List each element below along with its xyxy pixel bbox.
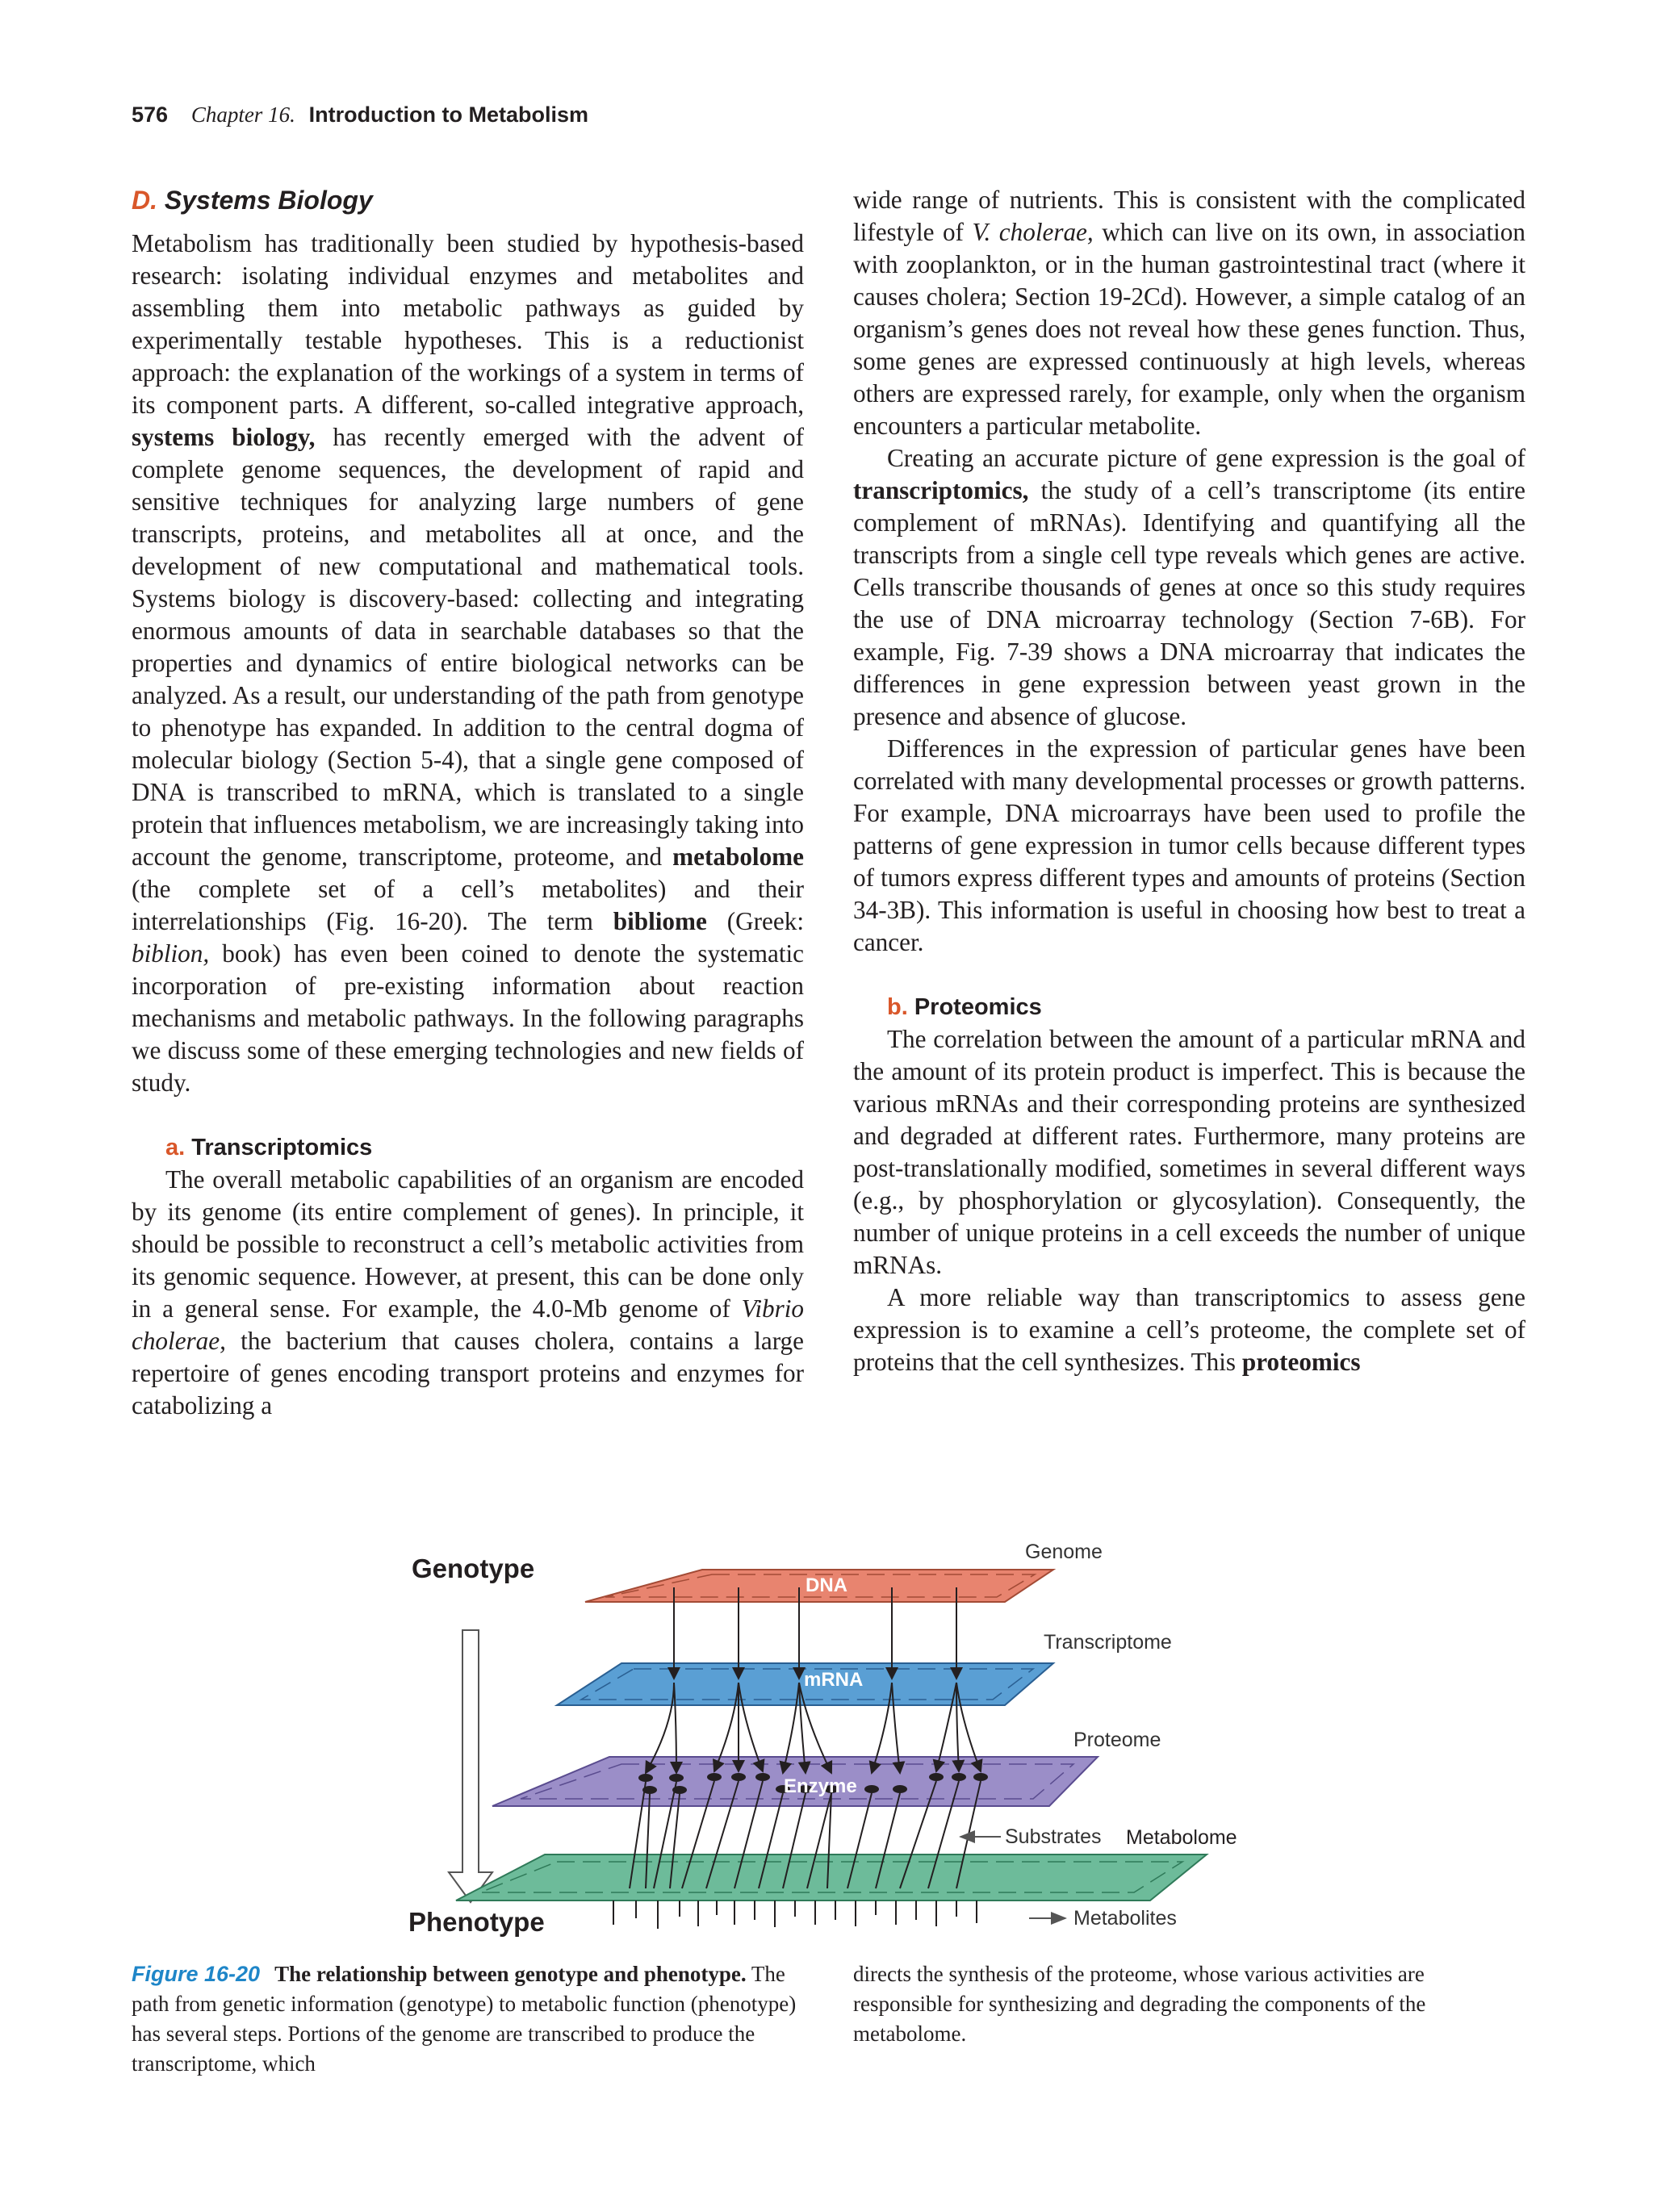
transcriptomics-paragraph: The overall metabolic capabilities of an organism are encoded by its genome (its entire complement of genes). In principle, it should be possible to reconstruct a cell’s metabolic activities from its genomic sequence. However, at present, this can be done only in a general sense. For example, the 4.0-Mb genome of Vibrio cholerae, the bacterium that causes cholera, contains a large repertoire of genes encoding transport proteins and enzymes for catabolizing a bbox=[132, 1165, 804, 1420]
genotype-phenotype-arrow bbox=[449, 1630, 492, 1902]
mrna-label: mRNA bbox=[804, 1669, 864, 1691]
subsection-letter: b. bbox=[887, 994, 908, 1020]
body-paragraph: wide range of nutrients. This is consistent with the complicated lifestyle of V. cholerae, which can live on its own, in association with zooplankton, or in the human gastrointestinal tract (where it causes cholera; Section 19-2Cd). However, a simple catalog of an organism’s genes does not reveal how these genes function. Thus, some genes are expressed continuously at high levels, whereas others are expressed rarely, for example, only when the organism encounters a particular metabolite. bbox=[853, 186, 1525, 440]
section-letter: D. bbox=[132, 186, 157, 215]
subsection-heading-proteomics bbox=[853, 991, 1525, 1023]
transcriptome-label: Transcriptome bbox=[1044, 1631, 1172, 1654]
section-title: Systems Biology bbox=[164, 186, 373, 215]
body-paragraph: The correlation between the amount of a particular mRNA and the amount of its protein product is imperfect. This is because the various mRNAs and their corresponding proteins are synthesized and degraded at different rates. Furthermore, many proteins are post-translationally modified, sometimes in several different ways (e.g., by phosphorylation or glycosylation). Consequently, the number of unique proteins in a cell exceeds the number of unique mRNAs. bbox=[853, 1025, 1525, 1279]
metabolite-ticks bbox=[613, 1900, 977, 1929]
subsection-letter: a. bbox=[165, 1135, 186, 1160]
subsection-title: Transcriptomics bbox=[191, 1135, 373, 1160]
metabolome-label: Metabolome bbox=[1126, 1826, 1237, 1849]
dna-label: DNA bbox=[806, 1574, 847, 1596]
figure-title: The relationship between genotype and phenotype. bbox=[274, 1962, 747, 1986]
genome-label: Genome bbox=[1025, 1541, 1103, 1563]
body-paragraph: Differences in the expression of particular genes have been correlated with many developmental processes or growth patterns. For example, DNA microarrays have been used to profile the patterns of gene expression in tumor cells because different types of tumors express different types and amounts of proteins (Section 34-3B). This information is useful in choosing how best to treat a cancer. bbox=[853, 734, 1525, 956]
figure-number: Figure 16-20 bbox=[132, 1962, 261, 1986]
body-paragraph: Creating an accurate picture of gene expression is the goal of transcriptomics, the study of a cell’s transcriptome (its entire complement of mRNAs). Identifying and quantifying all the transcripts from a single cell type reveals which genes are active. Cells transcribe thousands of genes at once so this study requires the use of DNA microarray technology (Section 7-6B). For example, Fig. 7-39 shows a DNA microarray that indicates the differences in gene expression between yeast grown in the presence and absence of glucose. bbox=[853, 444, 1525, 730]
body-paragraph: A more reliable way than transcriptomics to assess gene expression is to examine a cell’s proteome, the complete set of proteins that the cell synthesizes. This proteomics bbox=[853, 1283, 1525, 1376]
enzyme-label: Enzyme bbox=[784, 1775, 857, 1797]
chapter-title: Introduction to Metabolism bbox=[308, 102, 589, 127]
page-number: 576 bbox=[132, 102, 169, 127]
figure-genotype-phenotype bbox=[379, 1529, 1291, 1957]
right-column bbox=[853, 184, 1525, 1378]
figure-caption-right: directs the synthesis of the proteome, whose various activities are responsible for synthesizing and degrading the components of the metabolome. bbox=[853, 1962, 1426, 2046]
section-heading bbox=[132, 184, 804, 216]
left-column bbox=[132, 184, 804, 1422]
figure-caption-left bbox=[132, 1959, 806, 2079]
subsection-title: Proteomics bbox=[914, 994, 1042, 1020]
phenotype-label: Phenotype bbox=[408, 1907, 545, 1937]
proteome-label: Proteome bbox=[1073, 1729, 1161, 1751]
running-head bbox=[132, 102, 588, 128]
metabolites-label: Metabolites bbox=[1073, 1907, 1177, 1930]
subsection-heading-transcriptomics bbox=[132, 1131, 804, 1164]
substrates-label: Substrates bbox=[1005, 1825, 1102, 1848]
caption-text: The path from genetic information (genotype) to metabolic function (phenotype) has several steps. Portions of the genome are transcribed to produce the transcriptome, which bbox=[132, 1962, 797, 2076]
genotype-label: Genotype bbox=[412, 1553, 535, 1583]
intro-paragraph: Metabolism has traditionally been studied by hypothesis-based research: isolating individual enzymes and metabolites and assembling them into metabolic pathways as guided by experimentally testable hypotheses. This is a reductionist approach: the explanation of the workings of a system in terms of its component parts. A different, so-called integrative approach, systems biology, has recently emerged with the advent of complete genome sequences, the development of rapid and sensitive techniques for analyzing large numbers of gene transcripts, proteins, and metabolites all at once, and the development of new computational and mathematical tools. Systems biology is discovery-based: collecting and integrating enormous amounts of data in searchable databases so that the properties and dynamics of entire biological networks can be analyzed. As a result, our understanding of the path from genotype to phenotype has expanded. In addition to the central dogma of molecular biology (Section 5-4), that a single gene composed of DNA is transcribed to mRNA, which is translated to a single protein that influences metabolism, we are increasingly taking into account the genome, transcriptome, proteome, and metabolome (the complete set of a cell’s metabolites) and their interrelationships (Fig. 16-20). The term bibliome (Greek: biblion, book) has even been coined to denote the systematic incorporation of pre-existing information about reaction mechanisms and metabolic pathways. In the following paragraphs we discuss some of these emerging technologies and new fields of study. bbox=[132, 229, 804, 1097]
chapter-label: Chapter 16. bbox=[190, 102, 295, 127]
